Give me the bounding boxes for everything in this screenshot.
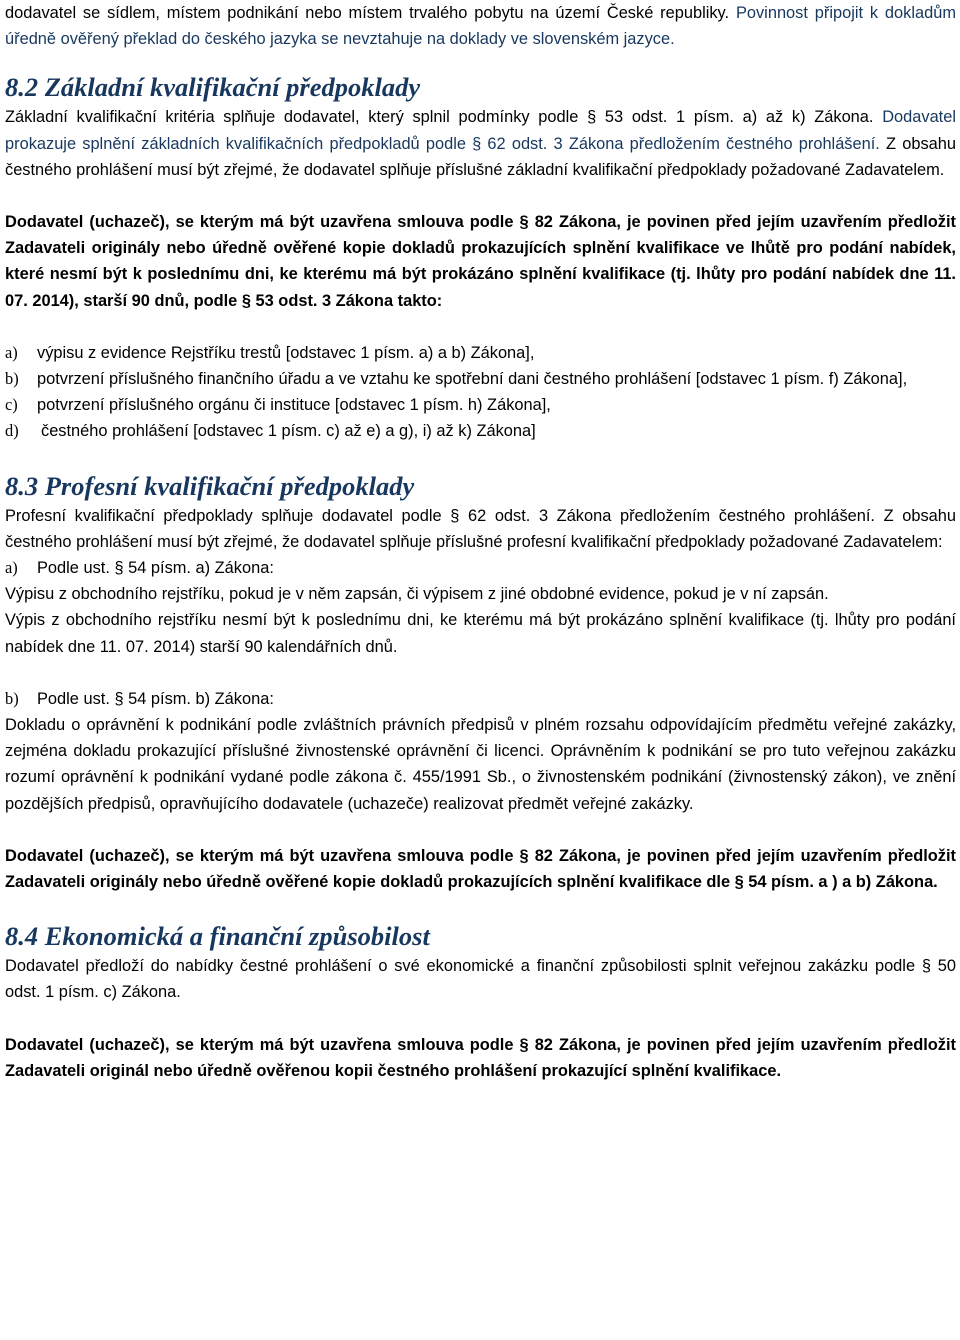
translation-note: Povinnost připojit k dokladům úředně ověřený překlad do českého jazyka se nevztahuje na doklady ve slovenském jazyce. [5,4,956,49]
list-item [5,366,956,392]
intro-text: dodavatel se sídlem, místem podnikání nebo místem trvalého pobytu na území České republiky. [5,4,730,22]
list-item-label: b) [5,688,19,708]
list-item-text: Podle ust. § 54 písm. b) Zákona: [37,689,274,708]
list-item [5,418,956,444]
s83-obligation-paragraph: Dodavatel (uchazeč), se kterým má být uzavřena smlouva podle § 82 Zákona, je povinen před jejím uzavřením předložit Zadavateli originály nebo úředně ověřené kopie dokladů prokazujících splnění kvalifikace dle § 54 písm. a ) a b) Zákona. [5,846,956,892]
list-item-label: a) [5,558,18,578]
list-item-label: c) [5,395,18,415]
list-item-label: b) [5,369,19,389]
s82-criteria-text: Základní kvalifikační kritéria splňuje dodavatel, který splnil podmínky podle § 53 odst. 1 písm. a) až k) Zákona. [5,108,874,127]
s83-a-paragraph-1: Výpisu z obchodního rejstříku, pokud je v něm zapsán, či výpisem z jiné obdobné evidence, pokud je v ní zapsán. [5,585,829,604]
list-item-text: Podle ust. § 54 písm. a) Zákona: [37,559,274,578]
list-item-label: a) [5,342,18,362]
list-item-text: potvrzení příslušného orgánu či instituce [odstavec 1 písm. h) Zákona], [37,396,551,415]
s84-paragraph: Dodavatel předloží do nabídky čestné prohlášení o své ekonomické a finanční způsobilosti splnit veřejnou zakázku podle § 50 odst. 1 písm. c) Zákona. [5,957,956,1002]
list-item-label: d) [5,421,19,441]
s82-obligation-paragraph: Dodavatel (uchazeč), se kterým má být uzavřena smlouva podle § 82 Zákona, je povinen před jejím uzavřením předložit Zadavateli originály nebo úředně ověřené kopie dokladů prokazujících splnění kvalifikace ve lhůtě pro podání nabídek, které nesmí být k poslednímu dni, ke kterému má být prokázáno splnění kvalifikace (tj. lhůty pro podání nabídek dne 11. 07. 2014), starší 90 dnů, podle § 53 odst. 3 Zákona takto: [5,213,956,310]
s82-declaration-text: Z obsahu čestného prohlášení musí být zřejmé, že dodavatel splňuje příslušné základní kvalifikační předpoklady požadované Zadavatelem. [5,134,957,179]
s84-obligation-paragraph: Dodavatel (uchazeč), se kterým má být uzavřena smlouva podle § 82 Zákona, je povinen před jejím uzavřením předložit Zadavateli originál nebo úředně ověřenou kopii čestného prohlášení prokazující splnění kvalifikace. [5,1035,956,1080]
s83-intro-text: Profesní kvalifikační předpoklady splňuje dodavatel podle § 62 odst. 3 Zákona předložením čestného prohlášení. [5,506,875,525]
s82-proof-text: Dodavatel prokazuje splnění základních kvalifikačních předpokladů podle § 62 odst. 3 Zákona předložením čestného prohlášení. [5,108,956,153]
list-item-text: potvrzení příslušného finančního úřadu a ve vztahu ke spotřební dani čestného prohlášení [odstavec 1 písm. f) Zákona], [37,370,908,389]
list-item [5,340,956,366]
intro-paragraph [5,0,956,52]
s83-intro-paragraph [5,503,956,555]
heading-8-3: 8.3 Profesní kvalifikační předpoklady [5,470,415,501]
s83-item-a [5,555,956,581]
s83-a-paragraph-2: Výpis z obchodního rejstříku nesmí být k poslednímu dni, ke kterému má být prokázáno splnění kvalifikace (tj. lhůty pro podání nabídek dne 11. 07. 2014) starší 90 kalendářních dnů. [5,611,956,656]
s83-item-b [5,686,956,712]
heading-8-2: 8.2 Základní kvalifikační předpoklady [5,72,421,103]
heading-8-4: 8.4 Ekonomická a finanční způsobilost [5,921,430,952]
s83-declaration-text: Z obsahu čestného prohlášení musí být zřejmé, že dodavatel splňuje příslušné profesní kvalifikační předpoklady požadované Zadavatelem: [5,506,956,551]
s82-paragraph [5,104,956,183]
s83-b-paragraph: Dokladu o oprávnění k podnikání podle zvláštních právních předpisů v plném rozsahu odpovídajícím předmětu veřejné zakázky, zejména dokladu prokazující příslušné živnostenské oprávnění či licenci. Oprávněním k podnikání se pro tuto veřejnou zakázku rozumí oprávnění k podnikání vydané podle zákona č. 455/1991 Sb., o živnostenském podnikání (živnostenský zákon), ve znění pozdějších předpisů, opravňujícího dodavatele (uchazeče) realizovat předmět veřejné zakázky. [5,716,956,813]
list-item [5,392,956,418]
list-item-text: výpisu z evidence Rejstříku trestů [odstavec 1 písm. a) a b) Zákona], [37,343,535,362]
list-item-text: čestného prohlášení [odstavec 1 písm. c) až e) a g), i) až k) Zákona] [41,422,536,441]
s82-document-list [5,340,956,445]
